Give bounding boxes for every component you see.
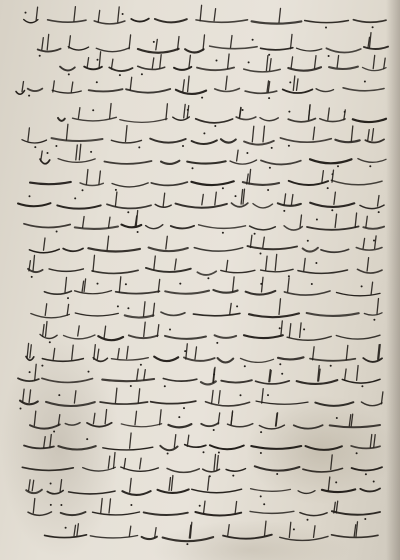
- ink-line: [45, 521, 378, 545]
- ink-line: [26, 343, 382, 367]
- ink-line: [40, 144, 386, 169]
- ink-line: [18, 189, 384, 213]
- ink-line: [28, 499, 380, 521]
- ink-line: [29, 235, 382, 254]
- ink-line: [20, 388, 383, 409]
- ink-line: [26, 476, 380, 498]
- ink-line: [16, 76, 384, 99]
- ink-line: [44, 277, 380, 299]
- ink-line: [24, 433, 380, 455]
- ink-line: [40, 321, 380, 344]
- ink-line: [28, 254, 382, 279]
- ink-line: [38, 33, 388, 57]
- ink-line: [24, 211, 384, 235]
- ink-line: [22, 453, 382, 478]
- ink-line: [60, 52, 386, 76]
- ink-line: [24, 5, 386, 28]
- ink-line: [18, 364, 380, 387]
- ink-line: [31, 299, 382, 321]
- ink-line: [22, 124, 384, 149]
- ink-line: [58, 104, 386, 128]
- ink-line: [30, 169, 382, 191]
- ink-line: [30, 410, 380, 434]
